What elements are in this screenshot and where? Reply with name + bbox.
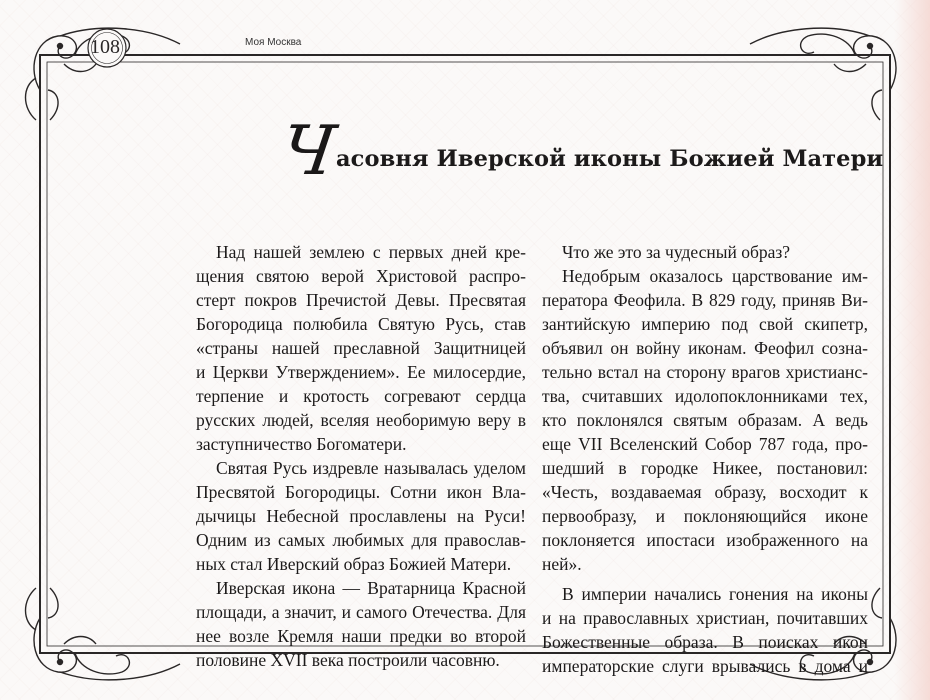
- title-initial: Ч: [276, 112, 341, 191]
- text-line: «Честь, воздаваемая образу, восходит к: [542, 482, 868, 502]
- text-line: площади, а значит, и самого Отечества. Для: [196, 602, 526, 622]
- text-line: заступничество Богоматери.: [196, 434, 407, 454]
- text-line: еще VII Вселенский Собор 787 года, про-: [542, 434, 868, 454]
- text-line: Пресвятой Богородицы. Сотни икон Вла-: [196, 482, 526, 502]
- text-line: Божественные образа. В поисках икон: [542, 632, 868, 652]
- text-line: Богородица полюбила Святую Русь, став: [196, 314, 526, 334]
- title-text: асовня Иверской иконы Божией Матери: [336, 146, 884, 172]
- text-line: и Церкви Утверждением». Ее милосердие,: [196, 362, 526, 382]
- text-line: зантийскую империю под свой скипетр,: [542, 314, 868, 334]
- text-line: Святая Русь издревле называлась уделом: [216, 458, 526, 478]
- text-line: русских людей, вселяя необоримую веру в: [196, 410, 526, 430]
- text-line: дычицы Небесной прославлены на Руси!: [196, 506, 526, 526]
- page-title: [276, 112, 884, 192]
- text-line: Иверская икона — Вратарница Красной: [216, 578, 526, 598]
- text-line: первообразу, и поклоняющийся иконе: [542, 506, 868, 526]
- text-line: терпение и кротость согревают сердца: [196, 386, 526, 406]
- page-number: 108: [90, 36, 120, 58]
- text-line: кто поклонялся святым образам. А ведь: [542, 410, 868, 430]
- text-line: и на православных христиан, почитавших: [542, 608, 868, 628]
- text-line: Одним из самых любимых для православ-: [196, 530, 526, 550]
- text-line: ных стал Иверский образ Божией Матери.: [196, 554, 512, 574]
- text-line: ней».: [542, 554, 582, 574]
- running-header: Моя Москва: [245, 37, 302, 48]
- text-line: половине XVII века построили часовню.: [196, 650, 500, 670]
- text-line: тва, считавших идолопоклонниками тех,: [542, 386, 868, 406]
- text-line: Над нашей землею с первых дней кре-: [216, 242, 526, 262]
- text-line: нее возле Кремля наши предки во второй: [196, 626, 526, 646]
- text-line: объявил он войну иконам. Феофил созна-: [542, 338, 868, 358]
- left-column: [196, 240, 526, 672]
- text-line: стерт покров Пречистой Девы. Пресвятая: [196, 290, 526, 310]
- corner-ornament-bottom-left: [26, 588, 181, 680]
- text-line: Недобрым оказалось царствование им-: [562, 266, 868, 286]
- text-line: поклоняется ипостаси изображенного на: [542, 530, 868, 550]
- text-line: ператора Феофила. В 829 году, приняв Ви-: [542, 290, 868, 310]
- text-line: «страны нашей преславной Защитницей: [196, 338, 526, 358]
- corner-ornament-top-right: [750, 28, 896, 120]
- text-line: шедший в городке Никее, постановил:: [542, 458, 868, 478]
- text-line: императорские слуги врывались в дома и: [542, 656, 868, 676]
- right-column: [542, 240, 868, 678]
- text-line: Что же это за чудесный образ?: [562, 242, 791, 262]
- text-line: щения святою верой Христовой распро-: [196, 266, 526, 286]
- text-line: тельно встал на сторону врагов христианс-: [542, 362, 868, 382]
- text-line: В империи начались гонения на иконы: [562, 584, 868, 604]
